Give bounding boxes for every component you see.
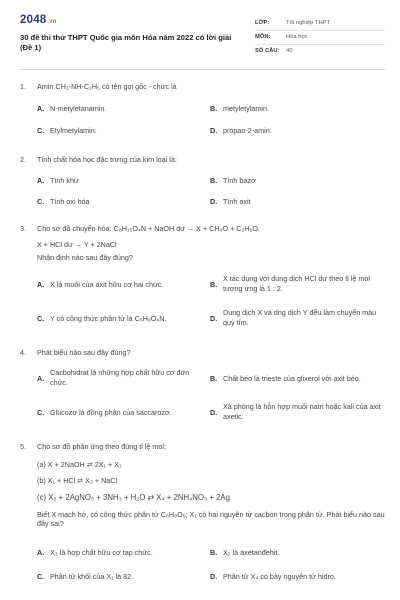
document-title: 30 đề thi thử THPT Quốc gia môn Hóa năm 2022 có lời giải (Đề 1) [20,33,232,52]
option-letter: B. [210,176,218,185]
option-text: metyletylamin. [223,104,269,113]
question-1 [20,82,385,142]
option-b[interactable] [210,104,375,114]
option-b[interactable] [210,548,375,558]
reaction-b: (b) X₁ + HCl ⇄ X₃ + NaCl [37,476,118,486]
option-text: X tác dụng với dung dịch HCl dư theo tỉ lệ mol tương ứng là 1 : 2. [223,274,370,293]
question-2 [20,155,385,210]
option-d[interactable] [210,572,375,582]
option-letter: A. [37,374,45,383]
meta-row-count [255,45,385,59]
question-number: 2. [20,155,26,164]
reaction-a: (a) X + 2NaOH ⇄ 2X₁ + X₂ [37,459,122,469]
question-stem: Cho sơ đồ phản ứng theo đúng tỉ lệ mol: [37,442,166,451]
question-number: 1. [20,82,26,91]
option-text: Cacbohidrat là những hợp chất hữu cơ đơn chức. [50,368,190,387]
option-a[interactable] [37,104,202,114]
option-text: Tính khử [50,176,79,185]
option-d[interactable] [210,126,375,136]
meta-value: 40 [286,48,293,55]
option-text: Phân tử khối của X₁ là 82. [50,572,134,581]
option-letter: D. [210,126,218,135]
reaction-c: (c) X₂ + 2AgNO₃ + 3NH₃ + H₂O ⇄ X₄ + 2NH₄NO₃ + 2Ag [37,493,230,503]
option-a[interactable] [37,176,202,186]
option-d[interactable] [210,402,385,421]
option-letter: C. [37,572,45,581]
option-d[interactable] [210,197,375,207]
option-text: propan-2-amin. [223,126,272,135]
question-equation: X + HCl dư → Y + 2NaCl [37,239,117,249]
option-c[interactable] [37,197,202,207]
option-c[interactable] [37,408,202,418]
meta-value: Tốt nghiệp THPT [286,19,331,26]
question-number: 4. [20,348,26,357]
option-text: X₂ là axetanđehit. [223,548,280,557]
option-text: Tính oxi hóa [50,197,90,206]
option-d[interactable] [210,308,385,327]
question-4 [20,348,385,428]
option-b[interactable] [210,374,385,384]
meta-row-subject [255,31,385,45]
option-text: Dung dịch X và dng dịch Y đều làm chuyển màu quỳ tím. [223,308,377,327]
option-text: Tính bazơ [223,176,256,185]
question-stem: Phát biểu nào sau đây đúng? [37,348,131,357]
option-text: X là muối của axit hữu cơ hai chức. [50,280,164,289]
option-letter: D. [210,408,218,417]
question-number: 5. [20,442,26,451]
option-a[interactable] [37,548,202,558]
option-b[interactable] [210,176,375,186]
meta-value: Hóa học [286,33,308,40]
logo-suffix: .vn [47,19,57,25]
option-letter: C. [37,126,45,135]
option-letter: B. [210,548,218,557]
logo-text: 2048 [20,14,47,26]
question-prompt: Nhận định nào sau đây đúng? [37,253,133,263]
option-letter: D. [210,197,218,206]
question-5 [20,442,385,592]
question-stem: Amin CH₃-NH-C₂H₅ có tên gọi gốc - chức là [37,82,177,91]
option-letter: B. [210,280,218,289]
question-stem: Cho sơ đồ chuyển hóa: C₈H₁₅O₄N + NaOH dư → X + CH₄O + C₂H₆O. [37,224,260,233]
question-number: 3. [20,224,26,233]
option-letter: B. [210,104,218,113]
option-text: Chất béo là trieste của glixerol với axit béo. [223,374,361,383]
option-c[interactable] [37,572,202,582]
option-text: Y có công thức phân tử là C₅H₉O₄N. [50,314,167,323]
meta-key: SỐ CÂU: [255,48,280,55]
header-divider [20,69,385,70]
option-letter: A. [37,548,45,557]
option-c[interactable] [37,314,202,324]
question-note: Biết X mạch hở, có công thức phân tử C₆H₈O₅; X₁ có hai nguyên tử cacbon trong phân tử. Phát biểu nào sau đây sai? [37,509,385,529]
option-text: Phân tử X₄ có bảy nguyên tử hidro. [223,572,336,581]
option-letter: B. [210,374,218,383]
option-letter: C. [37,197,45,206]
option-text: Tính axit [223,197,251,206]
question-3 [20,224,385,334]
option-a[interactable] [37,280,202,290]
site-logo[interactable] [20,13,57,29]
option-text: Xà phòng là hỗn hợp muối natri hoặc kali của axit axetic. [223,402,381,421]
option-letter: C. [37,314,45,323]
option-text: X₃ là hợp chất hữu cơ tạp chức. [50,548,153,557]
question-stem: Tính chất hóa học đặc trưng của kim loại là: [37,155,177,164]
option-b[interactable] [210,274,385,293]
option-text: Etylmetylamin. [50,126,97,135]
option-letter: A. [37,176,45,185]
option-a[interactable] [37,368,197,387]
option-c[interactable] [37,126,202,136]
meta-row-class [255,17,385,31]
option-text: Glucozơ là đồng phân của saccarozơ. [50,408,172,417]
option-text: N-metyletanamin. [50,104,107,113]
option-letter: A. [37,104,45,113]
option-letter: D. [210,314,218,323]
option-letter: A. [37,280,45,289]
option-letter: D. [210,572,218,581]
meta-table [255,17,385,59]
document-header [20,13,385,61]
meta-key: LỚP: [255,19,270,26]
option-letter: C. [37,408,45,417]
meta-key: MÔN: [255,33,271,40]
